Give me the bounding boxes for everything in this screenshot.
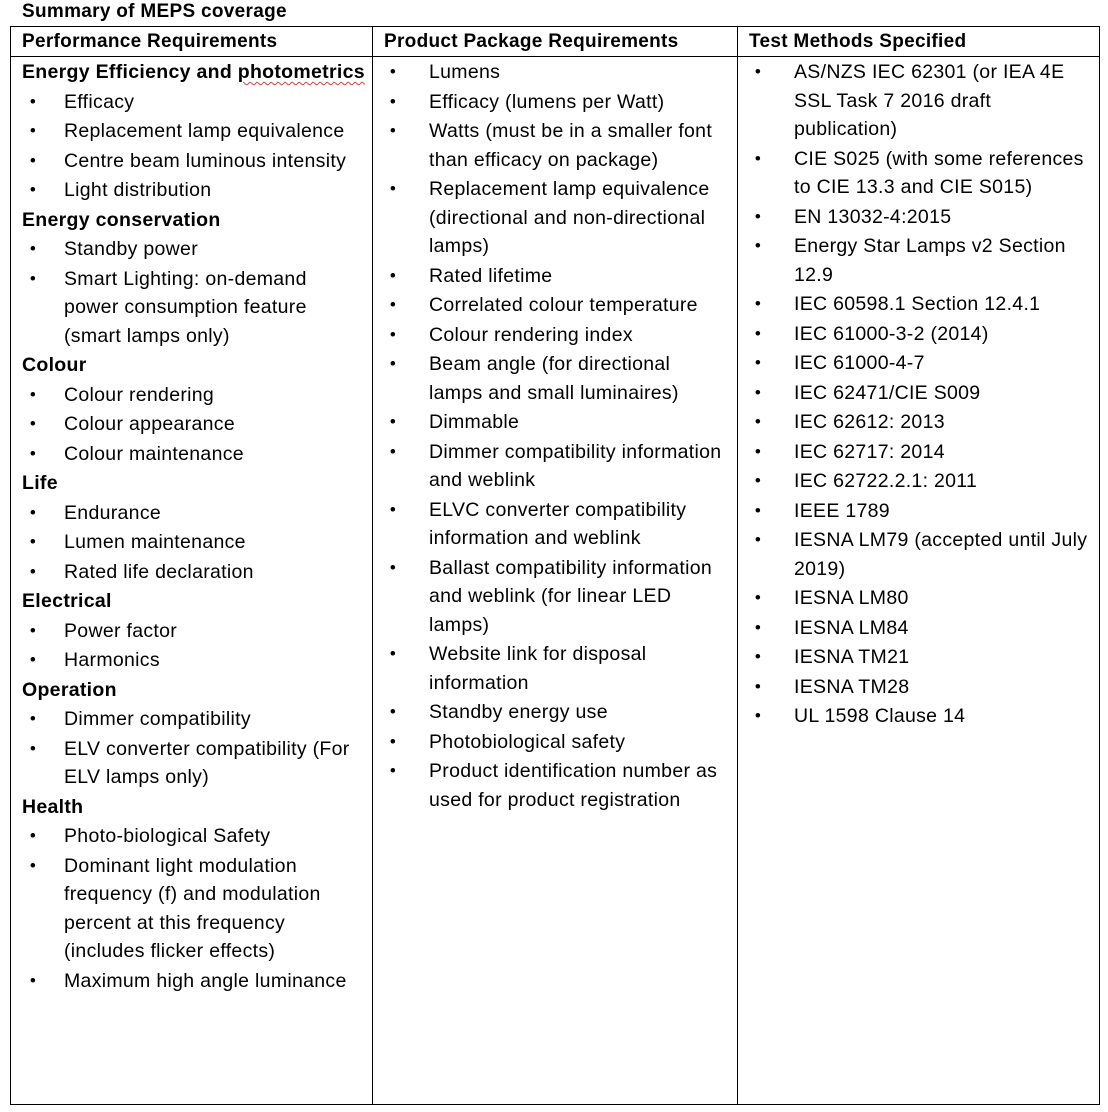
bullet-icon: • [29, 532, 37, 551]
list-item-text: IESNA TM21 [794, 646, 910, 668]
list-item-text: Colour appearance [64, 413, 235, 435]
bullet-icon: • [754, 441, 762, 461]
list-item-text: AS/NZS IEC 62301 (or IEA 4E SSL Task 7 2016 draft publication) [794, 61, 1065, 140]
list-item-text: Power factor [64, 619, 178, 642]
bullet-icon: • [389, 179, 397, 198]
list-item-text: Lumens [429, 61, 501, 83]
list-item-text: IEEE 1789 [794, 499, 890, 522]
list-item [373, 496, 737, 553]
list-item-text: Maximum high angle luminance [64, 969, 347, 992]
bullet-icon: • [754, 617, 762, 637]
document-title: Summary of MEPS coverage [22, 1, 287, 22]
bullet-icon: • [389, 324, 397, 344]
list-item-text: ELVC converter compatibility information and weblink [429, 498, 687, 549]
list-item [738, 379, 1099, 408]
list-item [738, 438, 1099, 467]
column-performance-requirements [11, 27, 373, 1104]
list-item-text: Energy Star Lamps v2 Section 12.9 [794, 235, 1066, 286]
list-item-text: Product identification number as used for product registration [429, 760, 718, 811]
list-item-text: Correlated colour temperature [429, 294, 698, 316]
group-list [11, 705, 372, 792]
bullet-icon: • [389, 121, 397, 140]
list-item-text: Standby energy use [429, 701, 608, 723]
product-package-list-wrap [373, 57, 737, 814]
list-item [373, 88, 737, 117]
list-item-text: IEC 62471/CIE S009 [794, 381, 981, 404]
list-item-text: EN 13032-4:2015 [794, 205, 952, 228]
group-heading: Operation [22, 678, 117, 701]
list-item [11, 558, 372, 587]
group-list [11, 381, 372, 469]
list-item-text: Photo-biological Safety [64, 825, 271, 847]
bullet-icon: • [29, 502, 37, 522]
bullet-icon: • [389, 91, 397, 111]
list-item [11, 528, 372, 557]
bullet-icon: • [754, 412, 762, 431]
bullet-icon: • [754, 530, 762, 549]
list-item-text: Colour rendering index [429, 323, 633, 346]
list-item-text: Beam angle (for directional lamps and small luminaires) [429, 353, 679, 404]
bullet-icon: • [29, 620, 37, 640]
bullet-icon: • [389, 557, 397, 577]
list-item [11, 852, 372, 966]
bullet-icon: • [29, 709, 37, 728]
group-heading: Health [22, 795, 84, 818]
list-item-text: Watts (must be in a smaller font than efficacy on package) [429, 120, 713, 171]
list-item [11, 88, 372, 117]
bullet-icon: • [29, 414, 37, 433]
column-test-methods [738, 27, 1099, 1104]
column-header-performance: Performance Requirements [11, 27, 372, 57]
bullet-icon: • [29, 121, 37, 140]
group-list [11, 88, 372, 205]
bullet-icon: • [389, 295, 397, 314]
list-item [11, 440, 372, 469]
list-item-text: Efficacy [64, 90, 135, 113]
test-methods-list-wrap [738, 57, 1099, 731]
bullet-icon: • [754, 323, 762, 343]
list-item [738, 145, 1099, 202]
bullet-icon: • [389, 441, 397, 461]
list-item-text: IEC 62722.2.1: 2011 [794, 470, 978, 492]
list-item-text: Photobiological safety [429, 730, 626, 753]
list-item-text: Replacement lamp equivalence (directional and non-directional lamps) [429, 178, 710, 257]
bullet-icon: • [754, 206, 762, 226]
list-item-text: Dimmer compatibility information and weblink [429, 440, 722, 491]
bullet-icon: • [29, 268, 37, 288]
group-heading: Life [22, 472, 58, 494]
bullet-icon: • [29, 738, 37, 758]
spellcheck-word: photometrics [237, 61, 365, 83]
list-item [738, 702, 1099, 731]
list-item [738, 290, 1099, 319]
group-heading: Colour [22, 354, 87, 376]
bullet-icon: • [389, 499, 397, 519]
list-item [11, 410, 372, 439]
list-item-text: Dimmable [429, 411, 520, 433]
list-item-text: IEC 60598.1 Section 12.4.1 [794, 293, 1041, 315]
list-item [11, 735, 372, 792]
list-item [373, 728, 737, 757]
list-item-text: Centre beam luminous intensity [64, 149, 347, 172]
list-item [11, 117, 372, 146]
bullet-icon: • [754, 62, 762, 81]
list-item [11, 617, 372, 646]
bullet-icon: • [389, 412, 397, 431]
list-item [373, 554, 737, 640]
bullet-icon: • [29, 91, 37, 111]
list-item [11, 967, 372, 996]
bullet-icon: • [29, 443, 37, 463]
bullet-icon: • [389, 644, 397, 663]
list-item [738, 58, 1099, 144]
list-item-text: IESNA LM79 (accepted until July 2019) [794, 529, 1088, 580]
list-item [373, 757, 737, 814]
list-item [738, 497, 1099, 526]
list-item [738, 526, 1099, 583]
meps-coverage-table [10, 26, 1100, 1105]
list-item-text: IESNA LM80 [794, 587, 909, 609]
list-item [373, 408, 737, 437]
column-header-product-package: Product Package Requirements [373, 27, 737, 57]
bullet-icon: • [389, 265, 397, 285]
list-item-text: Rated life declaration [64, 560, 254, 583]
list-item-text: Colour rendering [64, 383, 215, 406]
list-item-text: Website link for disposal information [429, 643, 647, 694]
bullet-icon: • [754, 382, 762, 402]
list-item [373, 321, 737, 350]
list-item-text: UL 1598 Clause 14 [794, 705, 966, 727]
list-item [373, 350, 737, 407]
list-item [11, 705, 372, 734]
column-header-test-methods: Test Methods Specified [738, 27, 1099, 57]
list-item [738, 349, 1099, 378]
bullet-icon: • [29, 970, 37, 990]
list-item [738, 467, 1099, 496]
group-list [11, 617, 372, 675]
list-item [738, 673, 1099, 702]
list-item-text: IEC 61000-4-7 [794, 352, 925, 374]
list-item [11, 499, 372, 528]
list-item-text: Ballast compatibility information and weblink (for linear LED lamps) [429, 556, 713, 636]
list-item [11, 235, 372, 264]
list-item [373, 262, 737, 291]
group-list [11, 822, 372, 995]
list-item-text: Standby power [64, 238, 198, 260]
bullet-icon: • [389, 731, 397, 751]
bullet-icon: • [389, 761, 397, 780]
group-heading: Electrical [22, 590, 112, 612]
bullet-icon: • [754, 500, 762, 520]
list-item [373, 698, 737, 727]
group-heading: Energy Efficiency and photometrics [22, 61, 365, 83]
list-item-text: CIE S025 (with some references to CIE 13.3 and CIE S015) [794, 147, 1084, 198]
bullet-icon: • [29, 239, 37, 258]
bullet-icon: • [29, 650, 37, 669]
list-item-text: IEC 61000-3-2 (2014) [794, 322, 989, 345]
list-item-text: Lumen maintenance [64, 531, 246, 553]
list-item [11, 381, 372, 410]
list-item [11, 822, 372, 851]
list-item-text: IEC 62717: 2014 [794, 440, 945, 463]
list-item-text: Dimmer compatibility [64, 708, 251, 730]
product-package-list [373, 58, 737, 814]
list-item-text: Light distribution [64, 179, 212, 201]
list-item-text: IESNA LM84 [794, 616, 909, 639]
bullet-icon: • [754, 148, 762, 168]
test-methods-list [738, 58, 1099, 731]
list-item-text: IESNA TM28 [794, 675, 910, 698]
list-item [738, 408, 1099, 437]
list-item [11, 176, 372, 205]
bullet-icon: • [754, 676, 762, 696]
bullet-icon: • [754, 588, 762, 607]
bullet-icon: • [754, 294, 762, 313]
list-item-text: Harmonics [64, 649, 160, 671]
list-item-text: Replacement lamp equivalence [64, 120, 345, 142]
list-item [738, 232, 1099, 289]
bullet-icon: • [29, 180, 37, 199]
group-heading: Energy conservation [22, 208, 221, 231]
list-item [373, 291, 737, 320]
list-item [738, 203, 1099, 232]
list-item [373, 117, 737, 174]
list-item [373, 58, 737, 87]
bullet-icon: • [754, 353, 762, 372]
list-item [738, 614, 1099, 643]
bullet-icon: • [29, 826, 37, 845]
bullet-icon: • [389, 62, 397, 81]
list-item [738, 643, 1099, 672]
list-item [11, 147, 372, 176]
list-item [373, 640, 737, 697]
list-item [738, 320, 1099, 349]
list-item-text: Dominant light modulation frequency (f) and modulation percent at this frequency (includes flicker effects) [64, 854, 321, 962]
list-item-text: Smart Lighting: on-demand power consumption feature (smart lamps only) [64, 267, 307, 347]
bullet-icon: • [754, 471, 762, 490]
bullet-icon: • [29, 384, 37, 404]
list-item-text: Colour maintenance [64, 442, 244, 465]
list-item [738, 584, 1099, 613]
list-item-text: Endurance [64, 501, 162, 524]
group-list [11, 499, 372, 587]
list-item [11, 265, 372, 351]
list-item-text: Rated lifetime [429, 264, 553, 287]
list-item [373, 438, 737, 495]
group-list [11, 235, 372, 350]
bullet-icon: • [29, 561, 37, 581]
bullet-icon: • [389, 702, 397, 721]
performance-groups [11, 57, 372, 995]
column-product-package-requirements [373, 27, 738, 1104]
bullet-icon: • [29, 150, 37, 170]
list-item-text: IEC 62612: 2013 [794, 411, 945, 433]
bullet-icon: • [389, 354, 397, 373]
list-item-text: ELV converter compatibility (For ELV lamps only) [64, 737, 350, 788]
bullet-icon: • [754, 647, 762, 666]
list-item [11, 646, 372, 675]
bullet-icon: • [29, 855, 37, 875]
bullet-icon: • [754, 236, 762, 255]
bullet-icon: • [754, 706, 762, 725]
list-item-text: Efficacy (lumens per Watt) [429, 90, 665, 113]
list-item [373, 175, 737, 261]
